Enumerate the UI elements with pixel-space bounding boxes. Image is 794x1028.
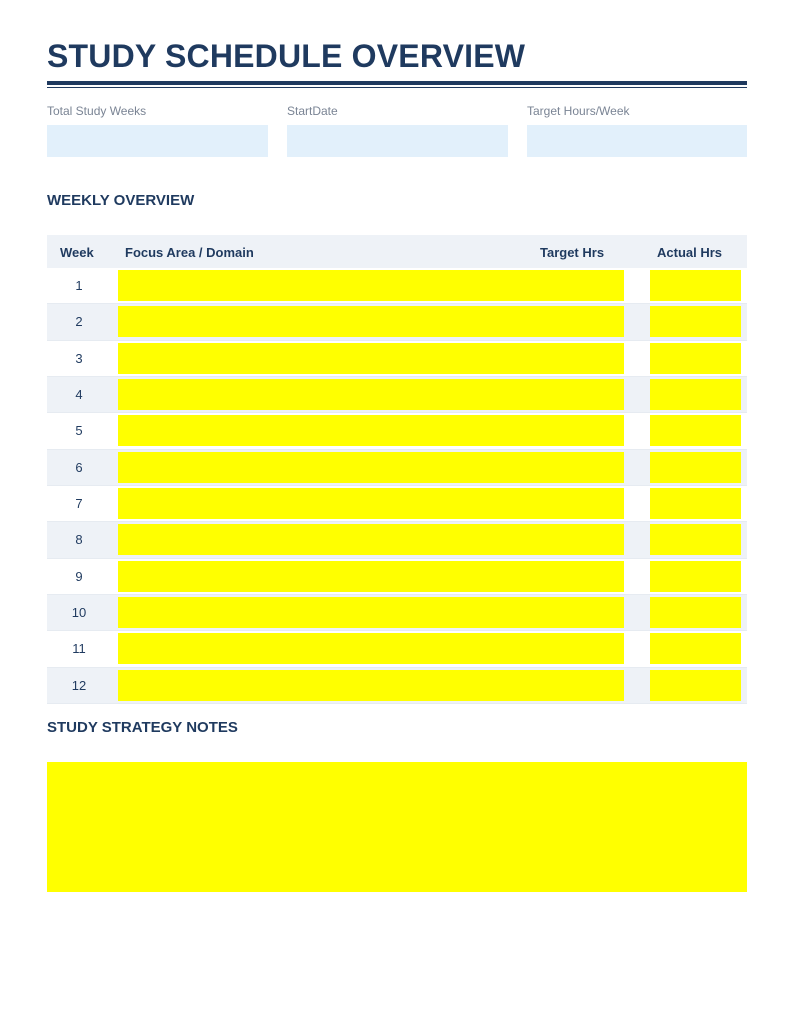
actual-hrs-cell[interactable] [650,415,741,446]
col-actual-header: Actual Hrs [657,245,723,260]
actual-hrs-cell[interactable] [650,488,741,519]
notes-heading: STUDY STRATEGY NOTES [47,719,238,736]
total-weeks-label: Total Study Weeks [47,104,147,118]
focus-area-cell[interactable] [118,561,624,592]
table-row [47,486,747,522]
focus-area-cell[interactable] [118,415,624,446]
weekly-overview-heading: WEEKLY OVERVIEW [47,192,195,209]
table-row [47,268,747,304]
focus-area-cell[interactable] [118,524,624,555]
strategy-notes-area[interactable] [47,762,747,892]
title-rule-thick [47,81,747,85]
col-week-header: Week [60,245,94,260]
title-rule-thin [47,87,747,88]
actual-hrs-cell[interactable] [650,597,741,628]
table-row [47,668,747,704]
week-number: 12 [71,677,87,693]
week-number: 11 [72,641,86,657]
weekly-overview-table [47,235,747,704]
table-row [47,341,747,377]
focus-area-cell[interactable] [118,597,624,628]
week-number: 9 [75,568,83,584]
table-row [47,631,747,667]
actual-hrs-cell[interactable] [650,379,741,410]
table-header [47,235,747,268]
focus-area-cell[interactable] [118,270,624,301]
table-row [47,595,747,631]
actual-hrs-cell[interactable] [650,561,741,592]
actual-hrs-cell[interactable] [650,343,741,374]
week-number: 1 [75,278,83,293]
focus-area-cell[interactable] [118,306,624,337]
page-title: STUDY SCHEDULE OVERVIEW [47,38,526,74]
table-row [47,304,747,340]
focus-area-cell[interactable] [118,343,624,374]
actual-hrs-cell[interactable] [650,452,741,483]
week-number: 4 [75,386,83,402]
focus-area-cell[interactable] [118,670,624,701]
col-target-header: Target Hrs [540,245,605,260]
week-number: 7 [75,495,83,511]
week-number: 6 [75,459,83,475]
week-number: 3 [75,350,83,366]
focus-area-cell[interactable] [118,488,624,519]
actual-hrs-cell[interactable] [650,306,741,337]
actual-hrs-cell[interactable] [650,524,741,555]
target-hours-field[interactable] [527,125,747,157]
actual-hrs-cell[interactable] [650,270,741,301]
week-number: 10 [71,604,87,620]
table-row [47,522,747,558]
focus-area-cell[interactable] [118,633,624,664]
table-row [47,559,747,595]
table-row [47,413,747,449]
week-number: 8 [75,532,83,548]
start-date-label: StartDate [287,104,338,118]
col-focus-header: Focus Area / Domain [125,245,254,260]
focus-area-cell[interactable] [118,379,624,410]
week-number: 2 [75,314,83,330]
actual-hrs-cell[interactable] [650,670,741,701]
table-row [47,377,747,413]
target-hours-label: Target Hours/Week [527,104,630,118]
focus-area-cell[interactable] [118,452,624,483]
start-date-field[interactable] [287,125,508,157]
total-weeks-field[interactable] [47,125,268,157]
table-row [47,450,747,486]
week-number: 5 [75,423,83,439]
actual-hrs-cell[interactable] [650,633,741,664]
